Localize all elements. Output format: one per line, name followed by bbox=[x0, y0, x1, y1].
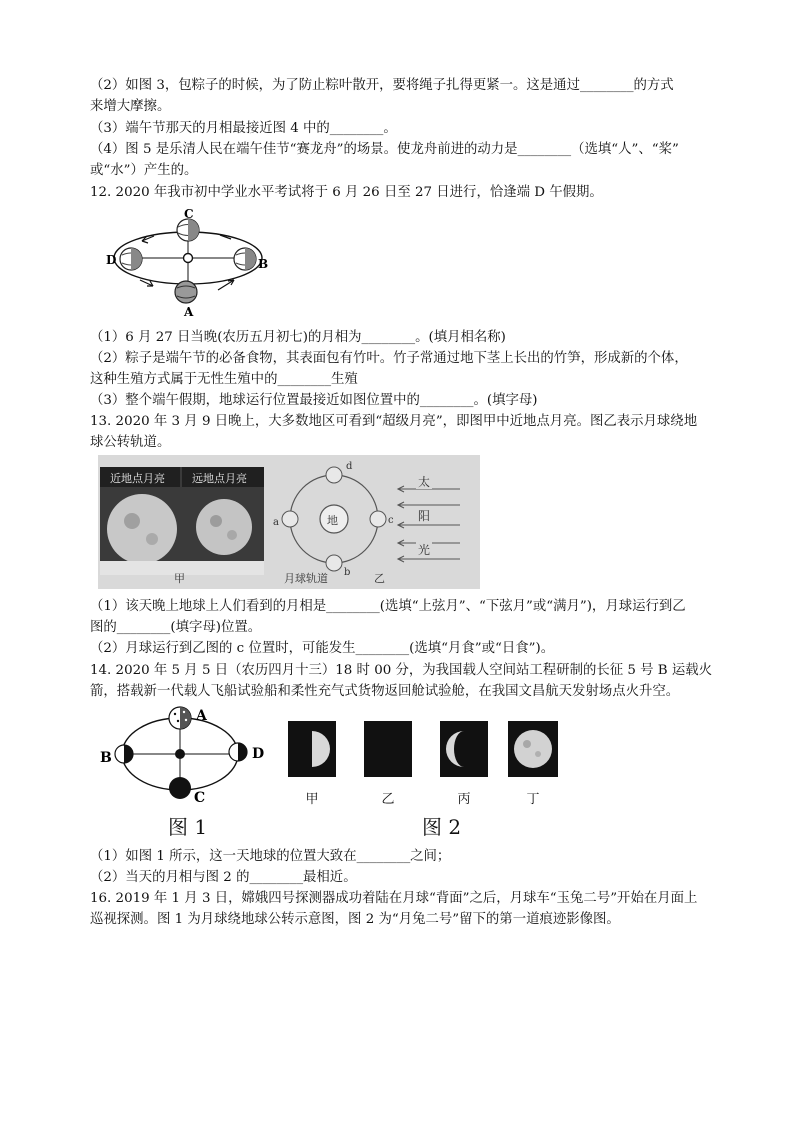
globe-c-icon bbox=[177, 219, 199, 241]
q11-part4-line2: 或“水”）产生的。 bbox=[90, 163, 198, 178]
far-moon-icon bbox=[196, 499, 252, 555]
q13-moon-figure bbox=[98, 455, 480, 589]
moon-d-icon bbox=[229, 743, 247, 761]
globe-d-icon bbox=[120, 248, 142, 270]
q12-stem: 12. 2020 年我市初中学业水平考试将于 6 月 26 日至 27 日进行，恰逢端 D 午假期。 bbox=[90, 185, 603, 200]
q12-part2-line1: （2）粽子是端午节的必备食物，其表面包有竹叶。竹子常通过地下茎上长出的竹笋，形成新的个体， bbox=[90, 351, 688, 366]
q13-part1-line2: 图的________(填字母)位置。 bbox=[90, 620, 262, 635]
moon-c-icon bbox=[169, 777, 191, 799]
q12-orbit-figure bbox=[98, 208, 278, 318]
q13-part1-line1: （1）该天晚上地球上人们看到的月相是________(选填“上弦月”、“下弦月”或“满月”)，月球运行到乙 bbox=[90, 599, 686, 614]
label-d: D bbox=[106, 253, 117, 267]
q11-part3: （3）端午节那天的月相最接近图 4 中的________。 bbox=[90, 121, 397, 136]
q11-part2-line1: （2）如图 3，包粽子的时候，为了防止粽叶散开，要将绳子扎得更紧一。这是通过________的方式 bbox=[90, 78, 674, 93]
q14-part2: （2）当天的月相与图 2 的________最相近。 bbox=[90, 870, 357, 885]
q16-stem-line1: 16. 2019 年 1 月 3 日，嫦娥四号探测器成功着陆在月球“背面”之后，月球车“玉兔二号”开始在月面上 bbox=[90, 891, 698, 906]
q12-part2-line2: 这种生殖方式属于无性生殖中的________生殖 bbox=[90, 372, 358, 387]
q13-part2: （2）月球运行到乙图的 c 位置时，可能发生________(选填“月食”或“日食”)。 bbox=[90, 641, 555, 656]
q14-stem-line1: 14. 2020 年 5 月 5 日（农历四月十三）18 时 00 分，为我国载人空间站工程研制的长征 5 号 B 运载火 bbox=[90, 663, 713, 678]
sun-char-3: 光 bbox=[418, 543, 431, 557]
panel-jia-label: 甲 bbox=[174, 572, 185, 585]
globe-a-icon bbox=[175, 281, 197, 303]
label-a: A bbox=[184, 305, 194, 318]
phase-ding-icon bbox=[514, 730, 552, 768]
phase-label-yi: 乙 bbox=[381, 792, 395, 807]
earth-label: 地 bbox=[327, 514, 338, 527]
caption-fig1: 图 1 bbox=[168, 815, 208, 839]
moon-b-icon bbox=[115, 745, 133, 763]
near-moon-icon bbox=[107, 494, 177, 564]
pos-c-label: c bbox=[388, 515, 394, 526]
q12-part1: （1）6 月 27 日当晚(农历五月初七)的月相为________。(填月相名称) bbox=[90, 330, 506, 345]
sun-char-1: 太 bbox=[418, 475, 431, 489]
panel-yi-label: 乙 bbox=[374, 572, 385, 585]
phase-yi-icon bbox=[364, 721, 412, 777]
q12-part3: （3）整个端午假期，地球运行位置最接近如图位置中的________。(填字母) bbox=[90, 393, 538, 408]
phase-yi bbox=[364, 721, 412, 781]
phase-label-bing: 丙 bbox=[457, 792, 471, 807]
q16-stem-line2: 巡视探测。图 1 为月球绕地球公转示意图，图 2 为“月兔二号”留下的第一道痕迹影像图。 bbox=[90, 912, 620, 927]
near-moon-label: 近地点月亮 bbox=[110, 472, 165, 485]
far-moon-label: 远地点月亮 bbox=[192, 472, 247, 485]
fig1-label-a: A bbox=[196, 708, 207, 724]
q14-part1: （1）如图 1 所示，这一天地球的位置大致在________之间； bbox=[90, 849, 451, 864]
phase-label-ding: 丁 bbox=[526, 792, 540, 807]
caption-fig2: 图 2 bbox=[422, 815, 462, 839]
phase-jia bbox=[288, 721, 336, 781]
fig1-label-c: C bbox=[194, 790, 206, 804]
pos-a-label: a bbox=[273, 517, 279, 528]
phase-label-jia: 甲 bbox=[305, 792, 319, 807]
q13-stem-line1: 13. 2020 年 3 月 9 日晚上，大多数地区可看到“超级月亮”，即图甲中近地点月亮。图乙表示月球绕地 bbox=[90, 414, 698, 429]
label-c: C bbox=[184, 208, 194, 221]
phase-ding bbox=[508, 721, 558, 781]
q11-part4-line1: （4）图 5 是乐清人民在端午佳节“赛龙舟”的场景。使龙舟前进的动力是________（选填“人”、“桨” bbox=[90, 142, 679, 157]
pos-b-label: b bbox=[344, 567, 351, 578]
q14-figure-1 bbox=[96, 704, 276, 804]
q13-stem-line2: 球公转轨道。 bbox=[90, 435, 171, 450]
globe-b-icon bbox=[234, 248, 256, 270]
fig1-label-d: D bbox=[252, 746, 265, 762]
fig1-label-b: B bbox=[100, 750, 112, 766]
label-b: B bbox=[258, 257, 269, 271]
pos-d-label: d bbox=[346, 461, 353, 472]
q11-part2-line2: 来增大摩擦。 bbox=[90, 99, 171, 114]
q14-stem-line2: 箭，搭载新一代载人飞船试验船和柔性充气式货物返回舱试验舱，在我国文昌航天发射场点火升空。 bbox=[90, 684, 680, 699]
phase-bing bbox=[440, 721, 488, 781]
orbit-label: 月球轨道 bbox=[284, 572, 328, 585]
moon-a-icon bbox=[169, 707, 191, 729]
sun-char-2: 阳 bbox=[418, 509, 431, 523]
